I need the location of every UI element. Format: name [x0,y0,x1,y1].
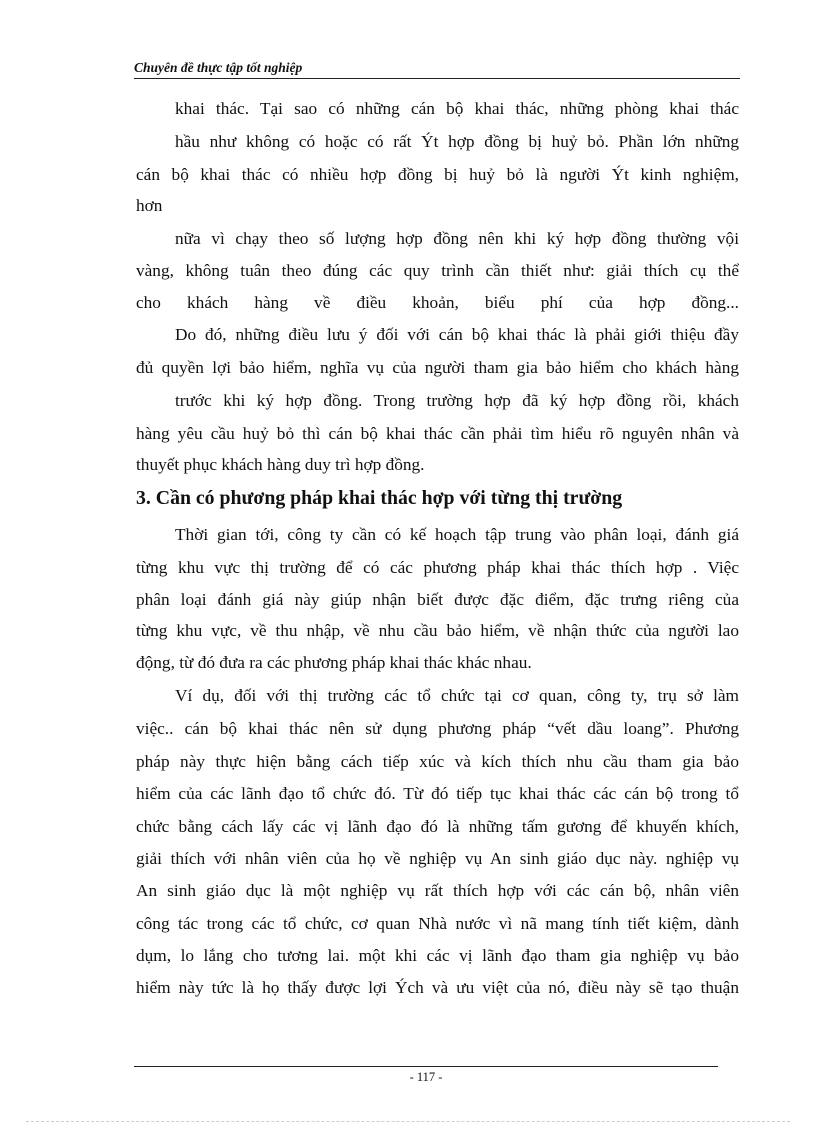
section-line: từng khu vực, về thu nhập, về nhu cầu bảo hiểm, về nhận thức của người lao [136,621,739,640]
section-line: từng khu vực thị trường để có các phương pháp khai thác thích hợp . Việc [136,558,739,577]
body-line: trước khi ký hợp đồng. Trong trường hợp đã ký hợp đồng rồi, khách [175,391,739,410]
section-line: động, từ đó đưa ra các phương pháp khai thác khác nhau. [136,653,532,672]
body-line: cán bộ khai thác có nhiều hợp đồng bị huỷ bỏ là người Ýt kinh nghiệm, [136,165,739,184]
page-number: - 117 - [409,1070,443,1084]
section-line: dụm, lo lắng cho tương lai. một khi các vị lãnh đạo tham gia nghiệp vụ bảo [136,946,739,965]
section-line: hiểm này tức là họ thấy được lợi Ých và ưu việt của nó, điều này sẽ tạo thuận [136,978,739,997]
section-line: hiểm của các lãnh đạo tổ chức đó. Từ đó tiếp tục khai thác các cán bộ trong tổ [136,784,739,803]
section-line: An sinh giáo dục là một nghiệp vụ rất thích hợp với các cán bộ, nhân viên [136,881,739,900]
body-line: cho khách hàng về điều khoản, biểu phí của hợp đồng... [136,293,739,312]
body-line: thuyết phục khách hàng duy trì hợp đồng. [136,455,425,474]
section-line: công tác trong các tổ chức, cơ quan Nhà nước vì nã mang tính tiết kiệm, dành [136,914,739,933]
footer-rule [134,1066,718,1067]
body-line: hơn [136,196,163,215]
body-line: đủ quyền lợi bảo hiểm, nghĩa vụ của người tham gia bảo hiểm cho khách hàng [136,358,739,377]
body-line: khai thác. Tại sao có những cán bộ khai thác, những phòng khai thác [175,99,739,118]
section-line: phân loại đánh giá này giúp nhận biết được đặc điểm, đặc trưng riêng của [136,590,739,609]
header-rule [134,78,740,79]
section-line: pháp này thực hiện bằng cách tiếp xúc và kích thích nhu cầu tham gia bảo [136,752,739,771]
body-line: nữa vì chạy theo số lượng hợp đồng nên khi ký hợp đồng thường vội [175,229,739,248]
section-line: việc.. cán bộ khai thác nên sử dụng phương pháp “vết dầu loang”. Phương [136,719,739,738]
section-line: chức bằng cách lấy các vị lãnh đạo đó là những tấm gương để khuyến khích, [136,817,739,836]
body-line: vàng, không tuân theo đúng các quy trình cần thiết như: giải thích cụ thể [136,261,739,280]
section-heading: 3. Cần có phương pháp khai thác hợp với từng thị trường [136,487,623,509]
body-line: hầu như không có hoặc có rất Ýt hợp đồng bị huỷ bỏ. Phần lớn những [175,132,739,151]
section-line: Thời gian tới, công ty cần có kế hoạch tập trung vào phân loại, đánh giá [175,525,739,544]
body-line: hàng yêu cầu huỷ bỏ thì cán bộ khai thác cần phải tìm hiểu rõ nguyên nhân và [136,424,739,443]
body-line: Do đó, những điều lưu ý đối với cán bộ khai thác là phải giới thiệu đầy [175,325,739,344]
page-edge-divider [26,1121,790,1122]
running-header: Chuyên đề thực tập tốt nghiệp [134,60,303,75]
section-line: Ví dụ, đối với thị trường các tổ chức tại cơ quan, công ty, trụ sở làm [175,686,739,705]
section-line: giải thích với nhân viên của họ về nghiệp vụ An sinh giáo dục này. nghiệp vụ [136,849,739,868]
